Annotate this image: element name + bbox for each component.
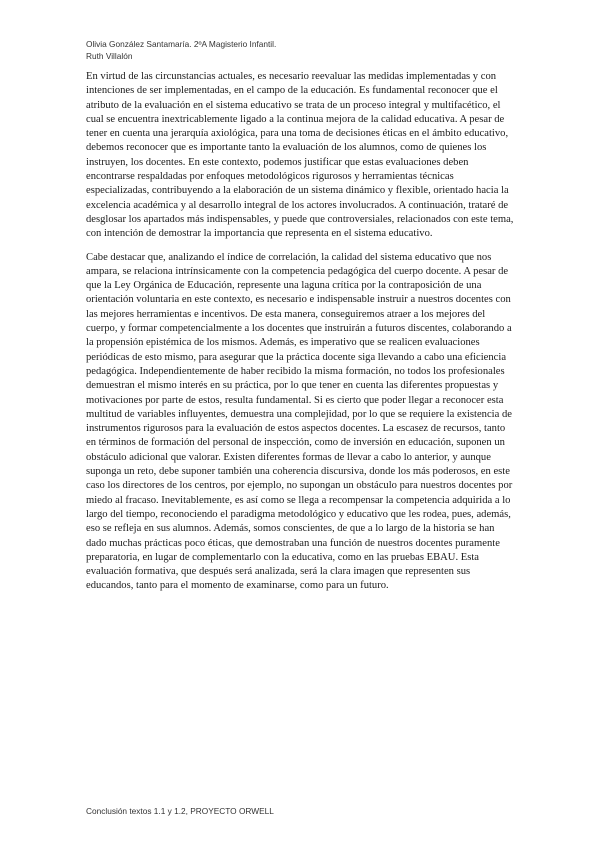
document-body xyxy=(86,70,516,594)
paragraph-1: En virtud de las circunstancias actuales, es necesario reevaluar las medidas implementadas y con intenciones de ser implementadas, en el campo de la educación. Es fundamental reconocer que el atributo de la evaluación en el sistema educativo se trata de un proceso integral y multifacético, el cual se encuentra inextricablemente ligado a la continua mejora de la calidad educativa. A pesar de tener en cuenta una jerarquía axiológica, para una toma de decisiones éticas en el ámbito educativo, debemos reconocer que es importante tanto la evaluación de los alumnos, como de quienes los instruyen, los docentes. En este contexto, podemos justificar que estas evaluaciones deben encontrarse respaldadas por enfoques metodológicos rigurosos y herramientas técnicas especializadas, contribuyendo a la elaboración de un sistema dinámico y flexible, orientado hacia la excelencia académica y al desarrollo integral de los actores involucrados. A continuación, trataré de desglosar los apartados más indispensables, y puede que controversiales, relacionados con este tema, con intención de demostrar la importancia que representa en el sistema educativo. xyxy=(86,71,514,240)
author-line: Olivia González Santamaría. 2ºA Magisterio Infantil. xyxy=(86,39,277,49)
page-header xyxy=(86,38,526,62)
teacher-line: Ruth Villalón xyxy=(86,51,133,61)
paragraph-2: Cabe destacar que, analizando el índice de correlación, la calidad del sistema educativo que nos ampara, se relaciona intrínsicamente con la competencia pedagógica del cuerpo docente. A pesar de que la Ley Orgánica de Educación, represente una laguna crítica por la contraposición de una orientación voluntaria en este contexto, es necesario e indispensable instruir a nuestros docentes con las mejores herramientas e incentivos. De esta manera, conseguiremos atraer a los mejores del cuerpo, y formar competencialmente a los docentes que instruirán a futuros discentes, colaborando a la propensión epistémica de los mismos. Además, es imperativo que se realicen evaluaciones periódicas de esto mismo, para asegurar que la práctica docente siga llevando a cabo una eficiencia pedagógica. Independientemente de haber recibido la misma formación, no todos los profesionales demuestran el mismo interés en su práctica, por lo que tener en cuenta las diferentes propuestas y motivaciones por parte de estos, resulta fundamental. Si es cierto que poder llegar a reconocer esta multitud de variables influyentes, demuestra una complejidad, por lo que se requiere la existencia de instrumentos rigurosos para la evaluación de estos aspectos docentes. La escasez de recursos, tanto en términos de formación del personal de inspección, como de inversión en educación, suponen un obstáculo adicional que valorar. Existen diferentes formas de llevar a cabo lo anterior, y aunque suponga un reto, debe suponer también una coherencia discursiva, donde los más poderosos, en este caso los directores de los centros, por ejemplo, no supongan un obstáculo para nuestros docentes por miedo al fracaso. Inevitablemente, es así como se llega a recompensar la competencia adquirida a lo largo del tiempo, reconociendo el paradigma metodológico y educativo que les rodea, pues, además, eso se refleja en sus alumnos. Además, somos conscientes, de que a lo largo de la historia se han dado muchas prácticas poco éticas, que demostraban una función de nuestros docentes puramente preparatoria, en lugar de complementarlo con la educativa, como en las pruebas EBAU. Esta evaluación formativa, que después será analizada, será la clara imagen que representen sus educandos, tanto para el momento de examinarse, como para un futuro. xyxy=(86,251,513,592)
page-footer: Conclusión textos 1.1 y 1.2, PROYECTO ORWELL xyxy=(86,806,274,816)
